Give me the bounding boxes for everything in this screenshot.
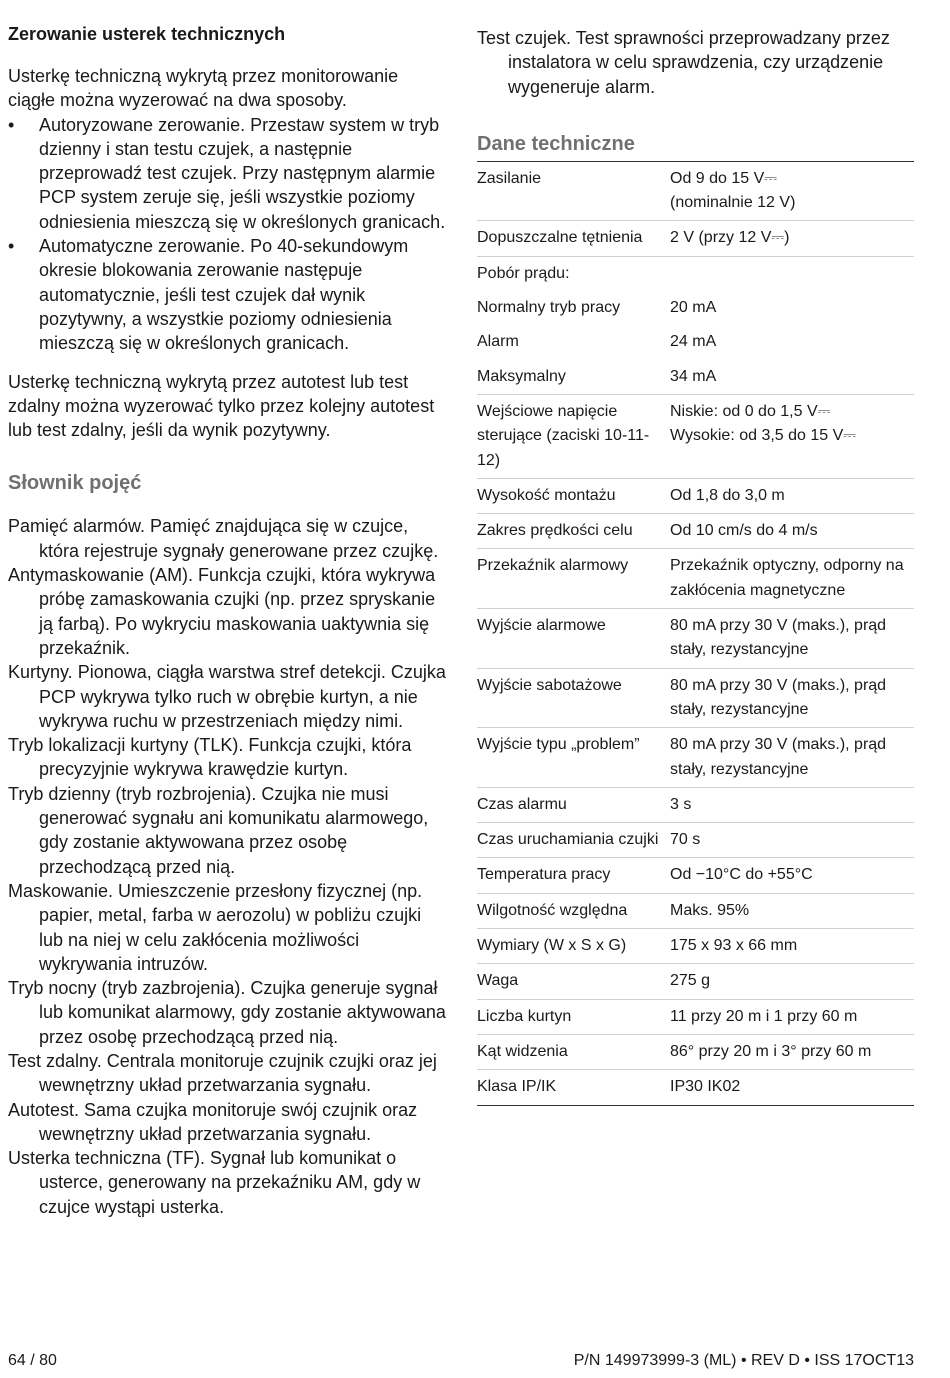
spec-row [477,999,914,1034]
spec-key: Kąt widzenia [477,1034,670,1069]
spec-value: 80 mA przy 30 V (maks.), prąd stały, rezystancyjne [670,728,914,788]
spec-key: Wysokość montażu [477,478,670,513]
glossary-item: Usterka techniczna (TF). Sygnał lub komunikat o usterce, generowany na przekaźniku AM, gdy w czujce wystąpi usterka. [8,1148,421,1217]
heading-technical-fault-reset: Zerowanie usterek technicznych [8,24,286,44]
paragraph-autotest-reset: Usterkę techniczną wykrytą przez autotest lub test zdalny można wyzerować tylko przez kolejny autotest lub test zdalny, jeśli da wynik pozytywny. [8,371,435,441]
spec-key: Zakres prędkości celu [477,514,670,549]
bullet-symbol: • [8,114,15,135]
spec-key: Wyjście typu „problem” [477,728,670,788]
glossary-item: Tryb dzienny (tryb rozbrojenia). Czujka nie musi generować sygnału ani komunikatu alarmowego, gdy zostanie aktywowana przez osobę przechodzącą przed nią. [8,783,429,877]
spec-key: Przekaźnik alarmowy [477,549,670,609]
spec-value: 24 mA [670,333,717,351]
spec-value: Od 10 cm/s do 4 m/s [670,514,914,549]
spec-value [670,256,914,291]
right-column [477,26,914,1106]
spec-value: Od −10°C do +55°C [670,858,914,893]
spec-row [477,609,914,669]
glossary-item-detector-test: Test czujek. Test sprawności przeprowadzany przez instalatora w celu sprawdzenia, czy urządzenie wygeneruje alarm. [477,28,890,97]
spec-key: Czas alarmu [477,787,670,822]
spec-value: 70 s [670,823,914,858]
spec-key: Wyjście sabotażowe [477,668,670,728]
spec-row [477,858,914,893]
spec-value: 80 mA przy 30 V (maks.), prąd stały, rezystancyjne [670,609,914,669]
spec-key: Temperatura pracy [477,858,670,893]
spec-row [477,549,914,609]
heading-technical-data: Dane techniczne [477,132,635,155]
spec-key: Waga [477,964,670,999]
bullet-list [8,113,448,356]
spec-value: Od 1,8 do 3,0 m [670,478,914,513]
spec-key: Czas uruchamiania czujki [477,823,670,858]
spec-key: Wilgotność względna [477,893,670,928]
spec-value: 175 x 93 x 66 mm [670,929,914,964]
bullet-text: Autoryzowane zerowanie. Przestaw system w tryb dzienny i stan testu czujek, a następnie przeprowadź test czujek. Przy następnym alarmie PCP system zeruje się, jeśli wszystkie poziomy odniesienia mieszczą się w określonych granicach. [39,114,446,232]
document-id: P/N 149973999-3 (ML) • REV D • ISS 17OCT13 [573,1352,914,1369]
glossary-list [8,514,448,1219]
spec-key: Dopuszczalne tętnienia [477,221,670,256]
glossary-item: Test zdalny. Centrala monitoruje czujnik czujki oraz jej wewnętrzny układ przetwarzania sygnału. [8,1050,437,1096]
spec-value: 2 V (przy 12 V⎓) [670,221,914,256]
glossary-item: Tryb nocny (tryb zazbrojenia). Czujka generuje sygnał lub komunikat alarmowy, gdy zostanie aktywowana przez osobę przechodzącą przed nią. [8,978,446,1047]
glossary-item: Antymaskowanie (AM). Funkcja czujki, która wykrywa próbę zamaskowania czujki (np. przez spryskanie ją farbą). Po wykryciu maskowania uaktywnia się przekaźnik. [8,565,436,658]
spec-row [477,964,914,999]
spec-row [477,256,914,291]
spec-value: 3 s [670,787,914,822]
spec-value: 80 mA przy 30 V (maks.), prąd stały, rezystancyjne [670,668,914,728]
spec-key: Wejściowe napięcie sterujące (zaciski 10-11-12) [477,394,670,478]
spec-row [477,478,914,513]
spec-key: Liczba kurtyn [477,999,670,1034]
spec-row [477,360,914,395]
glossary-item: Maskowanie. Umieszczenie przesłony fizycznej (np. papier, metal, farba w aerozolu) w pobliżu czujki lub na niej w celu zakłócenia możliwości wykrywania intruzów. [8,880,423,974]
spec-row [477,823,914,858]
spec-value: Od 9 do 15 V⎓ (nominalnie 12 V) [670,161,914,221]
spec-value: IP30 IK02 [670,1078,741,1096]
spec-row [477,514,914,549]
glossary-item: Kurtyny. Pionowa, ciągła warstwa stref detekcji. Czujka PCP wykrywa tylko ruch w obrębie kurtyn, a nie wykrywa ruchu w przestrzeniach między nimi. [8,662,446,731]
spec-row [477,291,914,325]
spec-row [477,325,914,359]
spec-value: 11 przy 20 m i 1 przy 60 m [670,999,914,1034]
bullet-symbol: • [8,236,15,257]
glossary-item: Pamięć alarmów. Pamięć znajdująca się w czujce, która rejestruje sygnały generowane przez czujkę. [8,516,439,561]
spec-value: 275 g [670,964,914,999]
spec-row [477,929,914,964]
spec-row [477,787,914,822]
spec-row [477,221,914,256]
spec-row [477,394,914,478]
spec-row [477,1070,914,1105]
spec-value: 34 mA [670,360,914,395]
spec-row [477,161,914,221]
spec-row [477,1034,914,1069]
glossary-item: Autotest. Sama czujka monitoruje swój czujnik oraz wewnętrzny układ przetwarzania sygnału. [8,1099,418,1144]
spec-key: Normalny tryb pracy [477,299,621,317]
page-number: 64 / 80 [8,1352,57,1369]
paragraph-intro: Usterkę techniczną wykrytą przez monitorowanie ciągłe można wyzerować na dwa sposoby. [8,66,399,111]
bullet-item [8,234,448,355]
spec-key: Zasilanie [477,161,670,221]
spec-value: Maks. 95% [670,893,914,928]
spec-value: 20 mA [670,299,717,317]
spec-key: Wyjście alarmowe [477,609,670,669]
spec-value: 86° przy 20 m i 3° przy 60 m [670,1034,914,1069]
spec-row [477,893,914,928]
left-column [8,22,448,1219]
spec-key: Klasa IP/IK [477,1078,557,1096]
spec-value: Niskie: od 0 do 1,5 V⎓ Wysokie: od 3,5 do 15 V⎓ [670,394,914,478]
spec-row [477,668,914,728]
spec-row [477,728,914,788]
bullet-item [8,113,448,234]
glossary-item: Tryb lokalizacji kurtyny (TLK). Funkcja czujki, która precyzyjnie wykrywa krawędzie kurtyn. [8,735,412,780]
spec-table [477,161,914,1106]
spec-value: Przekaźnik optyczny, odporny na zakłócenia magnetyczne [670,549,914,609]
heading-glossary: Słownik pojęć [8,472,142,495]
spec-key: Pobór prądu: [477,264,570,282]
spec-key: Alarm [477,333,519,351]
spec-key: Wymiary (W x S x G) [477,929,670,964]
bullet-text: Automatyczne zerowanie. Po 40-sekundowym okresie blokowania zerowanie następuje automatycznie, jeśli test czujek dał wynik pozytywny, a wszystkie poziomy odniesienia mieszczą się w określonych granicach. [39,236,409,354]
spec-key: Maksymalny [477,360,670,395]
